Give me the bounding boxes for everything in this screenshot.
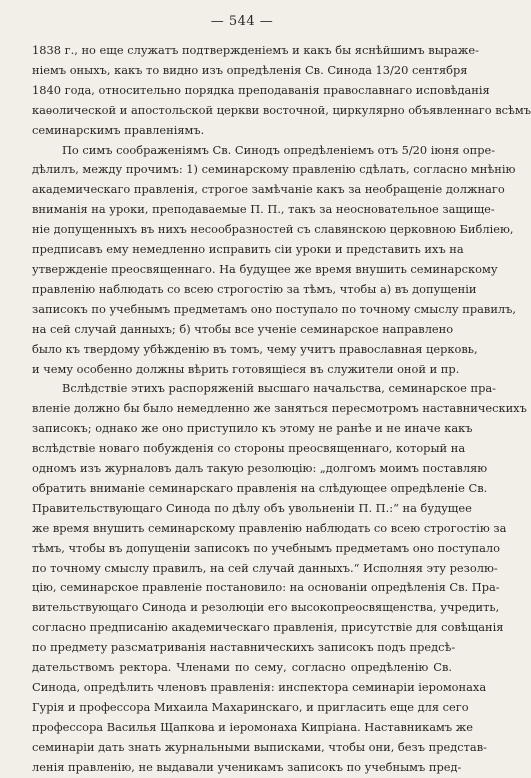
text-line: ленія правленію, не выдавали ученикамъ записокъ по учебнымъ пред- [32, 759, 462, 774]
text-line: профессора Василья Щапкова и іеромонаха Кипріана. Наставникамъ же [32, 719, 473, 734]
page-number: — 544 — [210, 14, 274, 29]
text-line: записокъ; однако же оно приступило къ этому не ранѣе и не иначе какъ [32, 421, 473, 436]
text-line: одномъ изъ журналовъ далъ такую резолюцію: „долгомъ моимъ поставляю [32, 461, 488, 476]
text-line: и чему особенно должны вѣрить готовящіеся въ служители оной и пр. [32, 361, 460, 376]
text-line: ніе допущенныхъ въ нихъ несообразностей съ славянскою церковною Библіею, [32, 222, 514, 237]
text-line: цію, семинарское правленіе постановило: на основаніи опредѣленія Св. Пра- [32, 580, 500, 595]
text-line: по предмету разсматриванія наставническихъ записокъ подъ предсѣ- [32, 640, 456, 655]
text-line: 1838 г., но еще служатъ подтвержденіемъ и какъ бы яснѣйшимъ выраже- [32, 43, 479, 57]
text-line: же время внушить семинарскому правленію наблюдать со всею строгостію за [32, 520, 507, 535]
text-line: семинаріи дать знать журнальными выписками, чтобы они, безъ представ- [32, 739, 487, 754]
text-line: каѳолической и апостольской церкви восточной, циркулярно объявленнаго всѣмъ [32, 102, 531, 117]
text-line: ніемъ оныхъ, какъ то видно изъ опредѣленія Св. Синода 13/20 сентября [32, 62, 468, 77]
text-line: академическаго правленія, строгое замѣчаніе какъ за необращеніе должнаго [32, 182, 505, 197]
paragraph-1 [32, 41, 531, 141]
text-line: Синода, опредѣлить членовъ правленія: инспектора семинаріи іеромонаха [32, 680, 487, 694]
text-line: вительствующаго Синода и резолюціи его высокопреосвященства, учредить, [32, 600, 500, 615]
text-line: обратить вниманіе семинарскаго правленія на слѣдующее опредѣленіе Св. [32, 480, 488, 495]
text-line: вленіе должно бы было немедленно же заняться пересмотромъ наставническихъ [32, 401, 527, 416]
text-line: записокъ по учебнымъ предметамъ оно поступало по точному смыслу правилъ, [32, 301, 517, 316]
text-line: Вслѣдствіе этихъ распоряженій высшаго начальства, семинарское пра- [62, 381, 497, 396]
paragraph-3 [32, 379, 527, 777]
text-line: утвержденіе преосвященнаго. На будущее же время внушить семинарскому [32, 261, 498, 276]
text-line: Гурія и профессора Михаила Махаринскаго, и пригласить еще для сего [32, 699, 469, 714]
text-line: вниманія на уроки, преподаваемые П. П., такъ за неосновательное защище- [32, 202, 495, 217]
text-line: Правительствующаго Синода по дѣлу объ увольненіи П. П.:“ на будущее [32, 500, 472, 515]
text-line: по точному смыслу правилъ, на сей случай данныхъ.“ Исполняя эту резолю- [32, 560, 498, 575]
text-line: 1840 года, относительно порядка преподаванія православнаго исповѣданія [32, 82, 490, 97]
text-line: предписавъ ему немедленно исправить сіи уроки и представить ихъ на [32, 242, 464, 257]
paragraph-2 [32, 141, 517, 380]
text-line: тѣмъ, чтобы въ допущеніи записокъ по учебнымъ предметамъ оно поступало [32, 540, 500, 555]
text-line: вслѣдствіе новаго побужденія со стороны преосвященнаго, который на [32, 441, 466, 456]
text-line: было къ твердому убѣжденію въ томъ, чему учитъ православная церковь, [32, 341, 478, 356]
text-line: согласно предписанію академическаго правленія, присутствіе для совѣщанія [32, 620, 504, 635]
text-line: на сей случай данныхъ; б) чтобы все ученіе семинарское направлено [32, 321, 454, 336]
text-line: По симъ соображеніямъ Св. Синодъ опредѣленіемъ отъ 5/20 іюня опре- [62, 142, 496, 157]
text-line: дѣлилъ, между прочимъ: 1) семинарскому правленію сдѣлать, согласно мнѣнію [32, 162, 516, 177]
text-line: дательствомъ ректора. Членами по сему, согласно опредѣленію Св. [32, 660, 452, 675]
text-line: правленію наблюдать со всею строгостію за тѣмъ, чтобы а) въ допущеніи [32, 281, 477, 296]
text-line: семинарскимъ правленіямъ. [32, 122, 205, 137]
